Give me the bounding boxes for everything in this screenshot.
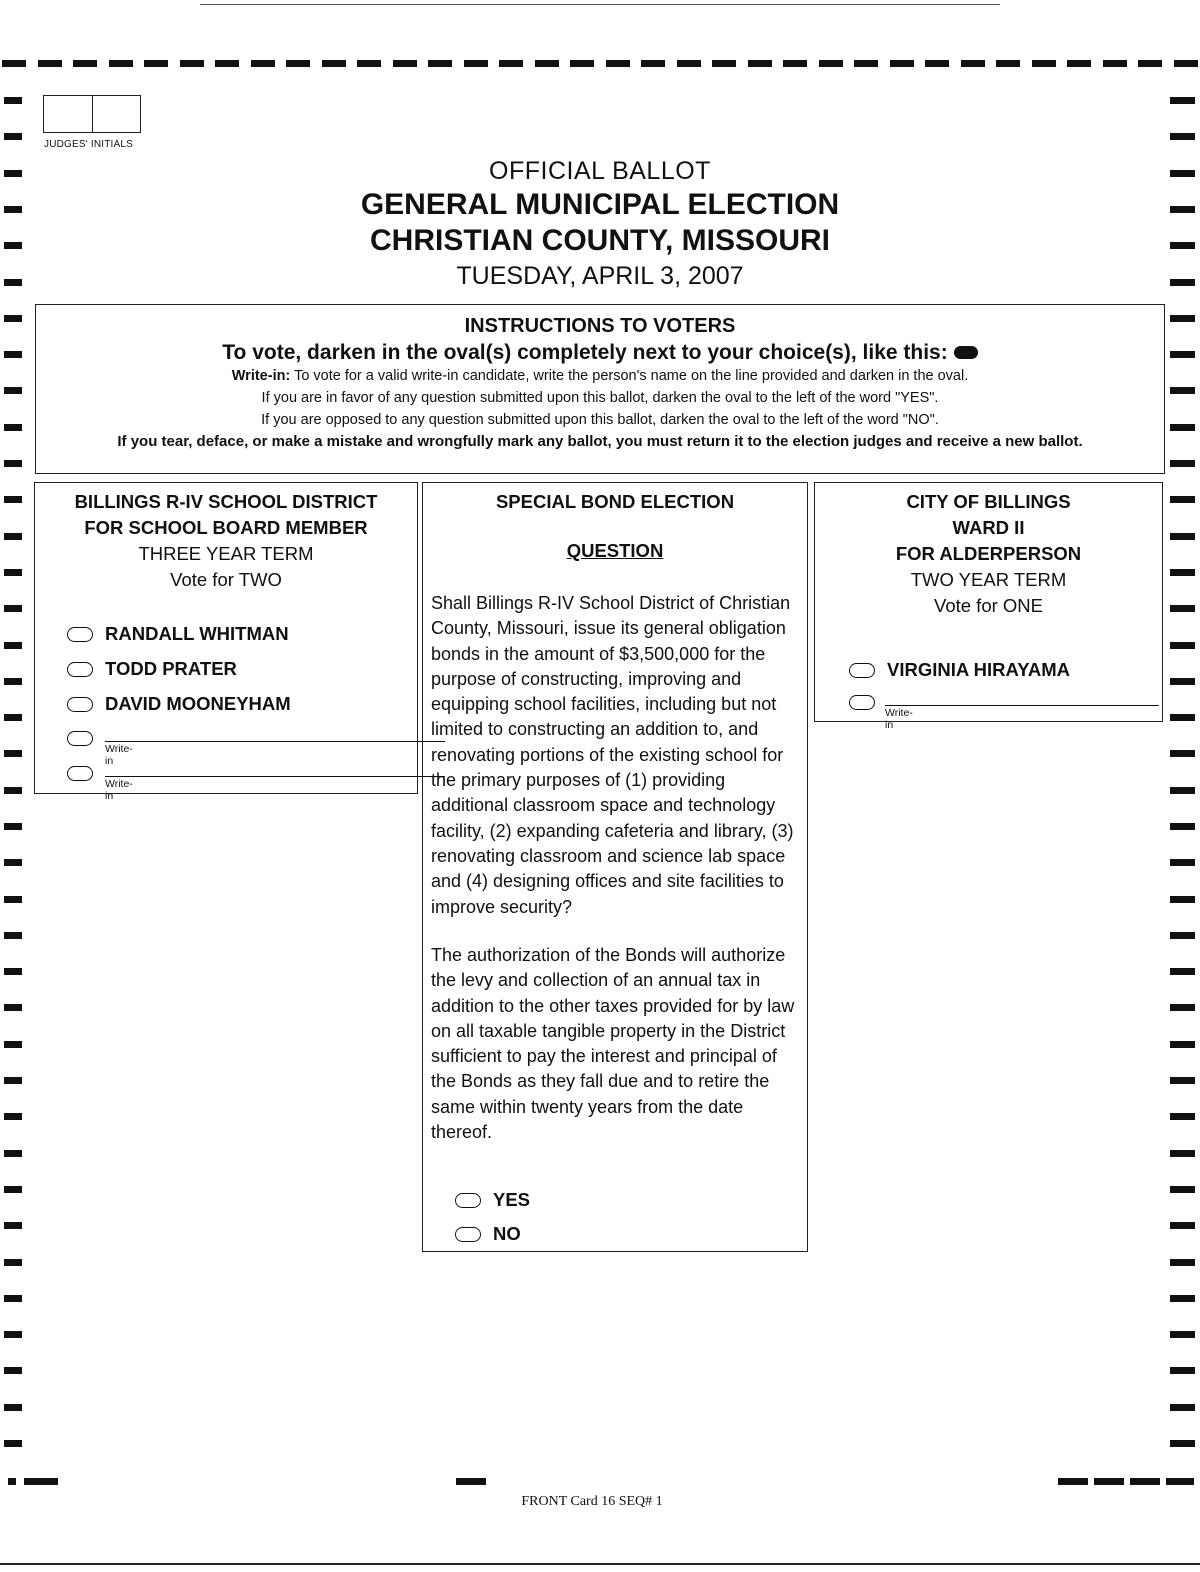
timing-mark-top (109, 60, 133, 67)
contest-vote-for: Vote for ONE (934, 595, 1043, 616)
timing-mark-left (4, 1404, 22, 1411)
candidate-name: DAVID MOONEYHAM (105, 693, 291, 714)
yes-option[interactable] (455, 1189, 530, 1211)
instructions-box (35, 304, 1165, 474)
vote-oval[interactable] (849, 695, 875, 710)
timing-mark-bottom (8, 1478, 16, 1485)
question-text-line: Shall Billings R-IV School District of Christian (431, 593, 791, 613)
timing-mark-top (322, 60, 346, 67)
question-text-line: additional classroom space and technology (431, 795, 776, 816)
election-date: TUESDAY, APRIL 3, 2007 (456, 262, 744, 290)
timing-mark-top (535, 60, 559, 67)
timing-mark-left (4, 1077, 22, 1084)
timing-mark-left (4, 424, 22, 431)
timing-mark-right (1170, 1222, 1195, 1229)
question-text-line: renovating portions of the existing school for (431, 744, 784, 765)
timing-mark-top (2, 60, 26, 67)
timing-mark-right (1170, 642, 1195, 649)
timing-mark-right (1170, 460, 1195, 467)
judges-initials-box[interactable] (43, 95, 141, 133)
question-text-line: bonds in the amount of $3,500,000 for the (431, 643, 766, 664)
timing-mark-top (890, 60, 914, 67)
timing-mark-right (1170, 351, 1195, 358)
question-text-line: purpose of constructing, improving and (431, 668, 742, 689)
question-text-line: the levy and collection of an annual tax in (431, 970, 761, 991)
timing-mark-left (4, 932, 22, 939)
timing-mark-right (1170, 1150, 1195, 1157)
vote-oval[interactable] (849, 663, 875, 678)
contest-alderperson (814, 482, 1163, 731)
contest-school-board (34, 482, 418, 802)
judges-initials-cell-2[interactable] (92, 96, 141, 132)
question-text-line: improve security? (431, 896, 573, 917)
candidate-name: VIRGINIA HIRAYAMA (887, 659, 1070, 680)
vote-oval[interactable] (67, 766, 93, 781)
instructions-title: INSTRUCTIONS TO VOTERS (464, 315, 736, 337)
vote-oval[interactable] (67, 662, 93, 677)
card-sequence-label: FRONT Card 16 SEQ# 1 (521, 1494, 663, 1509)
bond-title: SPECIAL BOND ELECTION (495, 491, 735, 512)
contest-header (35, 489, 417, 593)
timing-mark-left (4, 605, 22, 612)
contest-city: CITY OF BILLINGS (906, 491, 1071, 512)
candidate-option[interactable] (849, 659, 1070, 681)
timing-mark-left (4, 351, 22, 358)
timing-mark-top (215, 60, 239, 67)
contest-header (815, 489, 1162, 619)
timing-mark-left (4, 1440, 22, 1447)
timing-mark-bottom (1094, 1478, 1124, 1485)
question-text-line: thereof. (431, 1122, 493, 1143)
instructions-writein-line (36, 365, 1164, 387)
candidate-option[interactable] (67, 623, 289, 645)
timing-mark-left (4, 1295, 22, 1302)
timing-mark-bottom (456, 1478, 486, 1485)
judges-initials-cell-1[interactable] (44, 96, 92, 132)
timing-mark-right (1170, 932, 1195, 939)
timing-mark-left (4, 1331, 22, 1338)
scan-edge-line (200, 4, 1000, 5)
vote-oval[interactable] (455, 1227, 481, 1242)
question-paragraph-2 (431, 943, 803, 1145)
timing-mark-top (961, 60, 985, 67)
timing-mark-top (38, 60, 62, 67)
timing-mark-top (996, 60, 1020, 67)
filled-oval-example-icon (954, 346, 978, 359)
instructions-vote-text: To vote, darken in the oval(s) completely next to your choice(s), like this: (222, 341, 948, 364)
timing-mark-top (499, 60, 523, 67)
official-ballot-title: OFFICIAL BALLOT (489, 157, 711, 185)
timing-mark-left (4, 387, 22, 394)
timing-mark-right (1170, 605, 1195, 612)
question-text-line: facility, (2) expanding cafeteria and library, (3) (431, 820, 794, 841)
contest-ward: WARD II (952, 517, 1025, 538)
timing-mark-right (1170, 315, 1195, 322)
contest-vote-for: Vote for TWO (170, 569, 282, 590)
timing-mark-left (4, 533, 22, 540)
timing-mark-left (4, 1259, 22, 1266)
no-option[interactable] (455, 1223, 521, 1245)
instructions-opposed-line: If you are opposed to any question submitted upon this ballot, darken the oval to the left of the word "NO". (261, 412, 939, 428)
timing-mark-top (251, 60, 275, 67)
candidate-name: RANDALL WHITMAN (105, 623, 289, 644)
candidate-option[interactable] (67, 658, 237, 680)
timing-mark-right (1170, 1367, 1195, 1374)
timing-mark-top (677, 60, 701, 67)
judges-initials-label: JUDGES' INITIALS (44, 139, 134, 150)
timing-mark-top (73, 60, 97, 67)
timing-mark-left (4, 1004, 22, 1011)
timing-mark-left (4, 133, 22, 140)
contest-office: FOR SCHOOL BOARD MEMBER (84, 517, 368, 538)
timing-mark-top (925, 60, 949, 67)
contest-term: THREE YEAR TERM (138, 543, 314, 564)
question-paragraph-1 (431, 591, 803, 920)
timing-mark-top (783, 60, 807, 67)
timing-mark-top (570, 60, 594, 67)
timing-mark-top (393, 60, 417, 67)
instructions-mistake-line: If you tear, deface, or make a mistake and wrongfully mark any ballot, you must return it to the election judges and receive a new ballot. (117, 433, 1083, 450)
timing-mark-right (1170, 97, 1195, 104)
timing-mark-right (1170, 533, 1195, 540)
question-text-line: sufficient to pay the interest and principal of (431, 1046, 777, 1067)
timing-mark-left (4, 496, 22, 503)
timing-mark-top (1138, 60, 1162, 67)
question-text-line: and (4) designing offices and site facilities to (431, 871, 784, 892)
contest-district: BILLINGS R-IV SCHOOL DISTRICT (74, 491, 378, 512)
timing-mark-left (4, 1113, 22, 1120)
contest-header (423, 489, 807, 515)
timing-mark-left (4, 968, 22, 975)
question-text-line: County, Missouri, issue its general obligation (431, 618, 786, 639)
writein-line[interactable] (885, 695, 1159, 706)
timing-mark-right (1170, 1404, 1195, 1411)
vote-oval[interactable] (67, 731, 93, 746)
timing-mark-bottom (1166, 1478, 1194, 1485)
ballot-header (0, 155, 1200, 293)
timing-mark-left (4, 1367, 22, 1374)
question-label: QUESTION (566, 540, 664, 561)
timing-mark-left (4, 750, 22, 757)
writein-line[interactable] (105, 766, 445, 777)
timing-mark-right (1170, 1077, 1195, 1084)
timing-mark-right (1170, 896, 1195, 903)
timing-mark-right (1170, 678, 1195, 685)
timing-mark-left (4, 97, 22, 104)
timing-mark-right (1170, 424, 1195, 431)
question-text-line: renovating classroom and science lab space (431, 845, 786, 866)
timing-mark-right (1170, 1295, 1195, 1302)
timing-mark-right (1170, 496, 1195, 503)
timing-mark-right (1170, 1004, 1195, 1011)
timing-mark-top (606, 60, 630, 67)
timing-mark-right (1170, 1440, 1195, 1447)
contest-term: TWO YEAR TERM (910, 569, 1067, 590)
timing-mark-left (4, 1150, 22, 1157)
timing-mark-top (1103, 60, 1127, 67)
timing-mark-right (1170, 133, 1195, 140)
timing-mark-right (1170, 1113, 1195, 1120)
contest-office: FOR ALDERPERSON (895, 543, 1082, 564)
question-text-line: The authorization of the Bonds will authorize (431, 945, 786, 965)
timing-mark-right (1170, 968, 1195, 975)
timing-mark-left (4, 896, 22, 903)
timing-mark-bottom (1058, 1478, 1088, 1485)
timing-mark-right (1170, 1331, 1195, 1338)
county-title: CHRISTIAN COUNTY, MISSOURI (369, 224, 831, 257)
timing-mark-left (4, 823, 22, 830)
timing-mark-left (4, 714, 22, 721)
timing-mark-right (1170, 823, 1195, 830)
timing-mark-top (819, 60, 843, 67)
timing-mark-right (1170, 859, 1195, 866)
page-bottom-edge (0, 1563, 1200, 1565)
question-text-line: same within twenty years from the date (431, 1096, 744, 1117)
timing-mark-right (1170, 750, 1195, 757)
timing-mark-right (1170, 1259, 1195, 1266)
timing-mark-right (1170, 387, 1195, 394)
vote-oval[interactable] (67, 697, 93, 712)
timing-mark-top (464, 60, 488, 67)
candidate-name: TODD PRATER (105, 658, 237, 679)
question-text-line: the primary purposes of (1) providing (431, 770, 726, 791)
timing-mark-top (144, 60, 168, 67)
timing-mark-top (286, 60, 310, 67)
question-text-line: equipping school facilities, including but not (431, 694, 777, 715)
timing-mark-right (1170, 1186, 1195, 1193)
contest-bond-question (422, 482, 808, 1252)
writein-line[interactable] (105, 731, 445, 742)
timing-mark-left (4, 460, 22, 467)
vote-oval[interactable] (455, 1193, 481, 1208)
election-title: GENERAL MUNICIPAL ELECTION (360, 188, 840, 221)
timing-mark-bottom (1130, 1478, 1160, 1485)
timing-mark-left (4, 787, 22, 794)
question-text-line: addition to the other taxes provided for by law (431, 995, 795, 1016)
instructions-favor-line: If you are in favor of any question submitted upon this ballot, darken the oval to the left of the word "YES". (261, 390, 939, 406)
no-label: NO (493, 1223, 521, 1244)
timing-mark-right (1170, 1041, 1195, 1048)
candidate-option[interactable] (67, 693, 291, 715)
timing-mark-left (4, 642, 22, 649)
timing-mark-top (357, 60, 381, 67)
question-text-line: on all taxable tangible property in the District (431, 1020, 786, 1041)
yes-label: YES (493, 1189, 531, 1210)
timing-mark-left (4, 1041, 22, 1048)
question-text-line: limited to constructing an addition to, and (431, 719, 759, 740)
timing-mark-left (4, 315, 22, 322)
timing-mark-top (641, 60, 665, 67)
timing-mark-left (4, 1222, 22, 1229)
timing-mark-top (1032, 60, 1056, 67)
writein-label: Write-in (105, 743, 133, 767)
timing-mark-bottom (24, 1478, 58, 1485)
writein-label: Write-in (885, 707, 913, 731)
timing-mark-right (1170, 714, 1195, 721)
question-text-line: the Bonds as they fall due and to retire the (431, 1071, 770, 1092)
timing-mark-top (712, 60, 736, 67)
timing-mark-top (1174, 60, 1198, 67)
timing-mark-top (748, 60, 772, 67)
timing-mark-right (1170, 787, 1195, 794)
timing-mark-top (428, 60, 452, 67)
vote-oval[interactable] (67, 627, 93, 642)
writein-label: Write-in: (231, 368, 291, 384)
timing-mark-top (1067, 60, 1091, 67)
instructions-vote-line (36, 341, 1164, 365)
timing-mark-left (4, 859, 22, 866)
timing-mark-top (854, 60, 878, 67)
timing-mark-right (1170, 569, 1195, 576)
timing-mark-left (4, 1186, 22, 1193)
timing-mark-left (4, 569, 22, 576)
timing-mark-top (180, 60, 204, 67)
timing-mark-left (4, 678, 22, 685)
writein-label: Write-in (105, 778, 133, 802)
writein-text: To vote for a valid write-in candidate, write the person's name on the line provided and darken in the oval. (294, 368, 969, 384)
